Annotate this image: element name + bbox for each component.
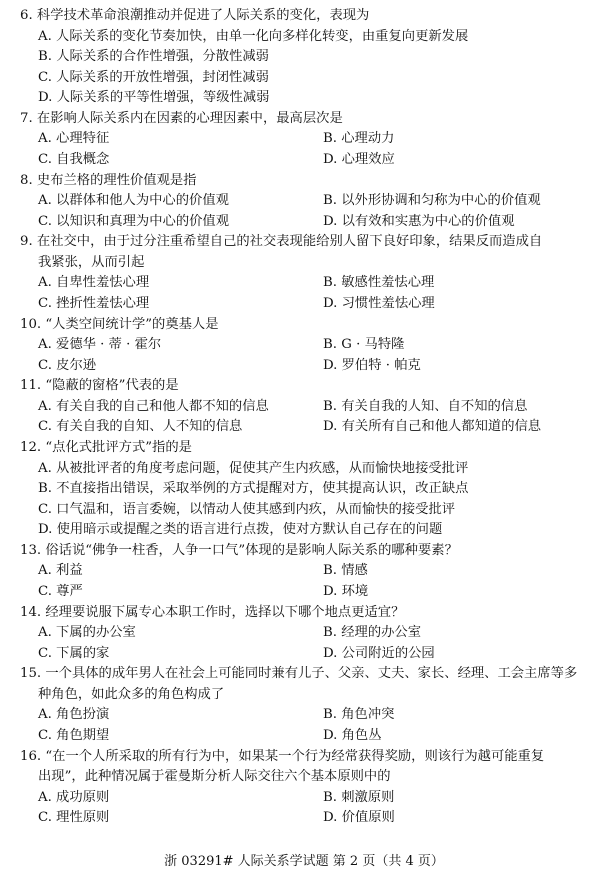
answer-option: B. 心理动力 (323, 131, 395, 147)
question-stem-continued: 我紧张，从而引起 (38, 254, 145, 270)
answer-option: B. 敏感性羞怯心理 (323, 275, 435, 291)
answer-option: B. 情感 (323, 563, 368, 579)
answer-option: D. 使用暗示或提醒之类的语言进行点拨，使对方默认自己存在的问题 (38, 522, 443, 538)
answer-option: B. 刺激原则 (323, 789, 395, 805)
question-stem-continued: 种角色，如此众多的角色构成了 (38, 686, 225, 702)
answer-option: B. 不直接指出错误，采取举例的方式提醒对方，使其提高认识，改正缺点 (38, 481, 469, 497)
answer-option: C. 自我概念 (38, 151, 110, 167)
answer-option: D. 有关所有自己和他人都知道的信息 (323, 419, 542, 435)
question-stem: 12. “点化式批评方式”指的是 (20, 439, 192, 455)
answer-option: B. 角色冲突 (323, 707, 395, 723)
answer-option: C. 口气温和，语言委婉，以情动人使其感到内疚，从而愉快的接受批评 (38, 501, 456, 517)
question-stem: 16. “在一个人所采取的所有行为中，如果某一个行为经常获得奖励，则该行为越可能重复 (20, 748, 545, 764)
answer-option: C. 尊严 (38, 583, 83, 599)
answer-option: C. 有关自我的自知、人不知的信息 (38, 419, 243, 435)
answer-option: C. 皮尔逊 (38, 357, 97, 373)
question-stem: 6. 科学技术革命浪潮推动并促进了人际关系的变化，表现为 (20, 8, 370, 23)
answer-option: D. 环境 (323, 583, 369, 599)
answer-option: A. 人际关系的变化节奏加快，由单一化向多样化转变，由重复向更新发展 (38, 28, 469, 44)
answer-option: B. G · 马特隆 (323, 337, 405, 353)
answer-option: A. 成功原则 (38, 789, 110, 805)
answer-option: D. 罗伯特 · 帕克 (323, 357, 421, 373)
answer-option: A. 角色扮演 (38, 707, 110, 723)
answer-option: D. 角色丛 (323, 727, 382, 743)
question-stem-continued: 出现”，此种情况属于霍曼斯分析人际交往六个基本原则中的 (38, 769, 391, 785)
question-stem: 11. “隐蔽的窗格”代表的是 (20, 378, 179, 394)
answer-option: D. 公司附近的公园 (323, 645, 435, 661)
answer-option: D. 价值原则 (323, 810, 395, 826)
answer-option: B. 以外形协调和匀称为中心的价值观 (323, 193, 541, 209)
answer-option: A. 有关自我的自己和他人都不知的信息 (38, 398, 269, 414)
question-stem: 9. 在社交中，由于过分注重希望自己的社交表现能给别人留下良好印象，结果反而造成自 (20, 234, 543, 250)
answer-option: B. 人际关系的合作性增强，分散性减弱 (38, 49, 269, 65)
question-stem: 15. 一个具体的成年男人在社会上可能同时兼有儿子、父亲、丈夫、家长、经理、工会主席等多 (20, 666, 578, 682)
answer-option: D. 心理效应 (323, 151, 395, 167)
answer-option: A. 以群体和他人为中心的价值观 (38, 193, 229, 209)
answer-option: C. 挫折性羞怯心理 (38, 295, 150, 311)
answer-option: A. 爱德华 · 蒂 · 霍尔 (38, 337, 162, 353)
answer-option: D. 以有效和实惠为中心的价值观 (323, 213, 515, 229)
question-stem: 8. 史布兰格的理性价值观是指 (20, 172, 197, 188)
answer-option: B. 经理的办公室 (323, 625, 422, 641)
answer-option: C. 下属的家 (38, 645, 110, 661)
answer-option: C. 角色期望 (38, 727, 110, 743)
answer-option: C. 人际关系的开放性增强，封闭性减弱 (38, 69, 269, 85)
answer-option: A. 从被批评者的角度考虑问题，促使其产生内疚感，从而愉快地接受批评 (38, 460, 469, 476)
answer-option: D. 习惯性羞怯心理 (323, 295, 435, 311)
question-stem: 10. “人类空间统计学”的奠基人是 (20, 316, 219, 332)
page-footer: 浙 03291# 人际关系学试题 第 2 页（共 4 页） (164, 854, 444, 869)
answer-option: C. 以知识和真理为中心的价值观 (38, 213, 230, 229)
answer-option: A. 下属的办公室 (38, 625, 136, 641)
answer-option: A. 利益 (38, 563, 83, 579)
question-stem: 13. 俗话说“佛争一柱香，人争一口气”体现的是影响人际关系的哪种要素？ (20, 542, 458, 558)
answer-option: C. 理性原则 (38, 810, 110, 826)
answer-option: B. 有关自我的人知、自不知的信息 (323, 398, 528, 414)
question-stem: 14. 经理要说服下属专心本职工作时，选择以下哪个地点更适宜？ (20, 604, 405, 620)
question-stem: 7. 在影响人际关系内在因素的心理因素中，最高层次是 (20, 110, 343, 126)
answer-option: A. 自卑性羞怯心理 (38, 275, 150, 291)
answer-option: A. 心理特征 (38, 131, 110, 147)
answer-option: D. 人际关系的平等性增强，等级性减弱 (38, 90, 270, 106)
